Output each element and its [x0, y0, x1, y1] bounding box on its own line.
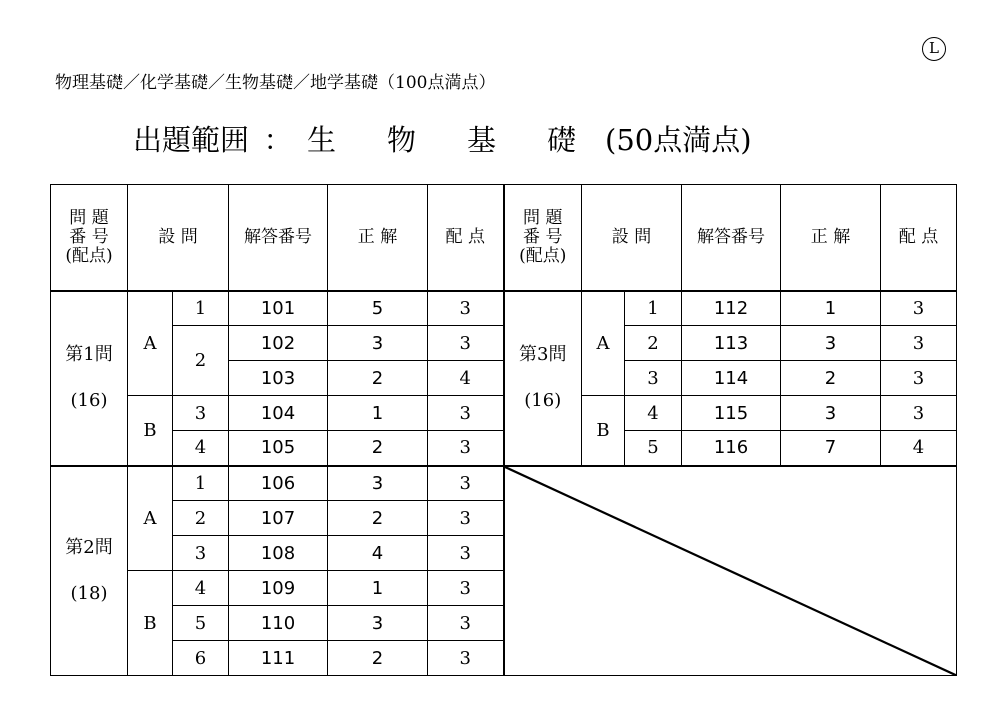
points: 3	[428, 571, 504, 606]
table-row	[51, 466, 957, 501]
sub-question: 4	[625, 396, 682, 431]
header-haiten: 配 点	[881, 185, 957, 291]
points: 3	[881, 291, 957, 326]
answer-number: 104	[229, 396, 328, 431]
answer-number: 105	[229, 431, 328, 466]
header-mondai-line: 番 号	[69, 226, 109, 247]
answer-number: 106	[229, 466, 328, 501]
correct-answer: 4	[328, 536, 428, 571]
points: 4	[428, 361, 504, 396]
header-setsumon: 設 問	[128, 185, 229, 291]
points: 3	[881, 326, 957, 361]
title-separator: ：	[263, 123, 293, 157]
header-mondai-line: 番 号	[523, 226, 563, 247]
part-label: B	[128, 571, 173, 676]
page-title	[133, 118, 752, 159]
question-2-cell	[51, 466, 128, 676]
title-char: 物	[387, 123, 417, 157]
question-points: (16)	[524, 390, 562, 411]
points: 3	[428, 606, 504, 641]
header-mondai	[504, 185, 582, 291]
sub-question: 4	[173, 431, 229, 466]
blank-diagonal-cell	[504, 466, 957, 676]
diagonal-line	[505, 467, 957, 676]
points: 3	[428, 536, 504, 571]
answer-number: 114	[682, 361, 781, 396]
answer-number: 110	[229, 606, 328, 641]
question-label: 第2問	[65, 537, 113, 559]
title-char: 生	[307, 123, 337, 157]
sub-question: 5	[625, 431, 682, 466]
correct-answer: 5	[328, 291, 428, 326]
points: 3	[428, 326, 504, 361]
part-label: A	[128, 291, 173, 396]
correct-answer: 3	[328, 466, 428, 501]
correct-answer: 2	[781, 361, 881, 396]
sub-question: 2	[625, 326, 682, 361]
part-label: A	[582, 291, 625, 396]
part-label: A	[128, 466, 173, 571]
question-1-cell	[51, 291, 128, 466]
correct-answer: 2	[328, 641, 428, 676]
sub-question: 5	[173, 606, 229, 641]
sub-question: 6	[173, 641, 229, 676]
title-points: (50点満点)	[605, 123, 752, 157]
answer-number: 108	[229, 536, 328, 571]
answer-number: 112	[682, 291, 781, 326]
points: 4	[881, 431, 957, 466]
correct-answer: 2	[328, 431, 428, 466]
points: 3	[881, 396, 957, 431]
points: 3	[881, 361, 957, 396]
correct-answer: 3	[328, 326, 428, 361]
header-row	[51, 185, 957, 291]
correct-answer: 2	[328, 501, 428, 536]
answer-number: 109	[229, 571, 328, 606]
header-mondai	[51, 185, 128, 291]
points: 3	[428, 431, 504, 466]
correct-answer: 7	[781, 431, 881, 466]
header-kaitou-bangou: 解答番号	[682, 185, 781, 291]
sub-question: 1	[173, 466, 229, 501]
sub-question: 3	[173, 396, 229, 431]
header-seikai: 正 解	[328, 185, 428, 291]
question-label: 第1問	[65, 344, 113, 366]
correct-answer: 2	[328, 361, 428, 396]
title-prefix: 出題範囲	[133, 123, 250, 157]
title-char: 基	[467, 123, 497, 157]
sub-question: 3	[625, 361, 682, 396]
question-points: (16)	[70, 390, 108, 411]
header-mondai-line: (配点)	[65, 245, 113, 266]
correct-answer: 1	[328, 571, 428, 606]
answer-number: 101	[229, 291, 328, 326]
question-points: (18)	[70, 582, 108, 604]
points: 3	[428, 291, 504, 326]
sub-question: 2	[173, 326, 229, 396]
table-row	[51, 291, 957, 326]
correct-answer: 1	[328, 396, 428, 431]
header-mondai-line: 問 題	[523, 207, 563, 228]
page-mark: L	[922, 37, 946, 61]
header-haiten: 配 点	[428, 185, 504, 291]
sub-question: 3	[173, 536, 229, 571]
answer-table	[50, 184, 957, 676]
answer-number: 111	[229, 641, 328, 676]
subjects-line: 物理基礎／化学基礎／生物基礎／地学基礎（100点満点）	[55, 73, 496, 93]
answer-number: 103	[229, 361, 328, 396]
answer-number: 102	[229, 326, 328, 361]
header-kaitou-bangou: 解答番号	[229, 185, 328, 291]
correct-answer: 3	[781, 326, 881, 361]
part-label: B	[128, 396, 173, 466]
title-char: 礎	[547, 123, 577, 157]
sub-question: 2	[173, 501, 229, 536]
sub-question: 4	[173, 571, 229, 606]
points: 3	[428, 501, 504, 536]
sub-question: 1	[173, 291, 229, 326]
header-setsumon: 設 問	[582, 185, 682, 291]
question-label: 第3問	[519, 344, 567, 366]
answer-number: 115	[682, 396, 781, 431]
question-3-cell	[504, 291, 582, 466]
sub-question: 1	[625, 291, 682, 326]
answer-number: 116	[682, 431, 781, 466]
points: 3	[428, 396, 504, 431]
header-seikai: 正 解	[781, 185, 881, 291]
header-mondai-line: (配点)	[519, 245, 567, 266]
part-label: B	[582, 396, 625, 466]
points: 3	[428, 466, 504, 501]
points: 3	[428, 641, 504, 676]
answer-number: 107	[229, 501, 328, 536]
answer-number: 113	[682, 326, 781, 361]
correct-answer: 3	[781, 396, 881, 431]
correct-answer: 1	[781, 291, 881, 326]
header-mondai-line: 問 題	[69, 207, 109, 228]
correct-answer: 3	[328, 606, 428, 641]
